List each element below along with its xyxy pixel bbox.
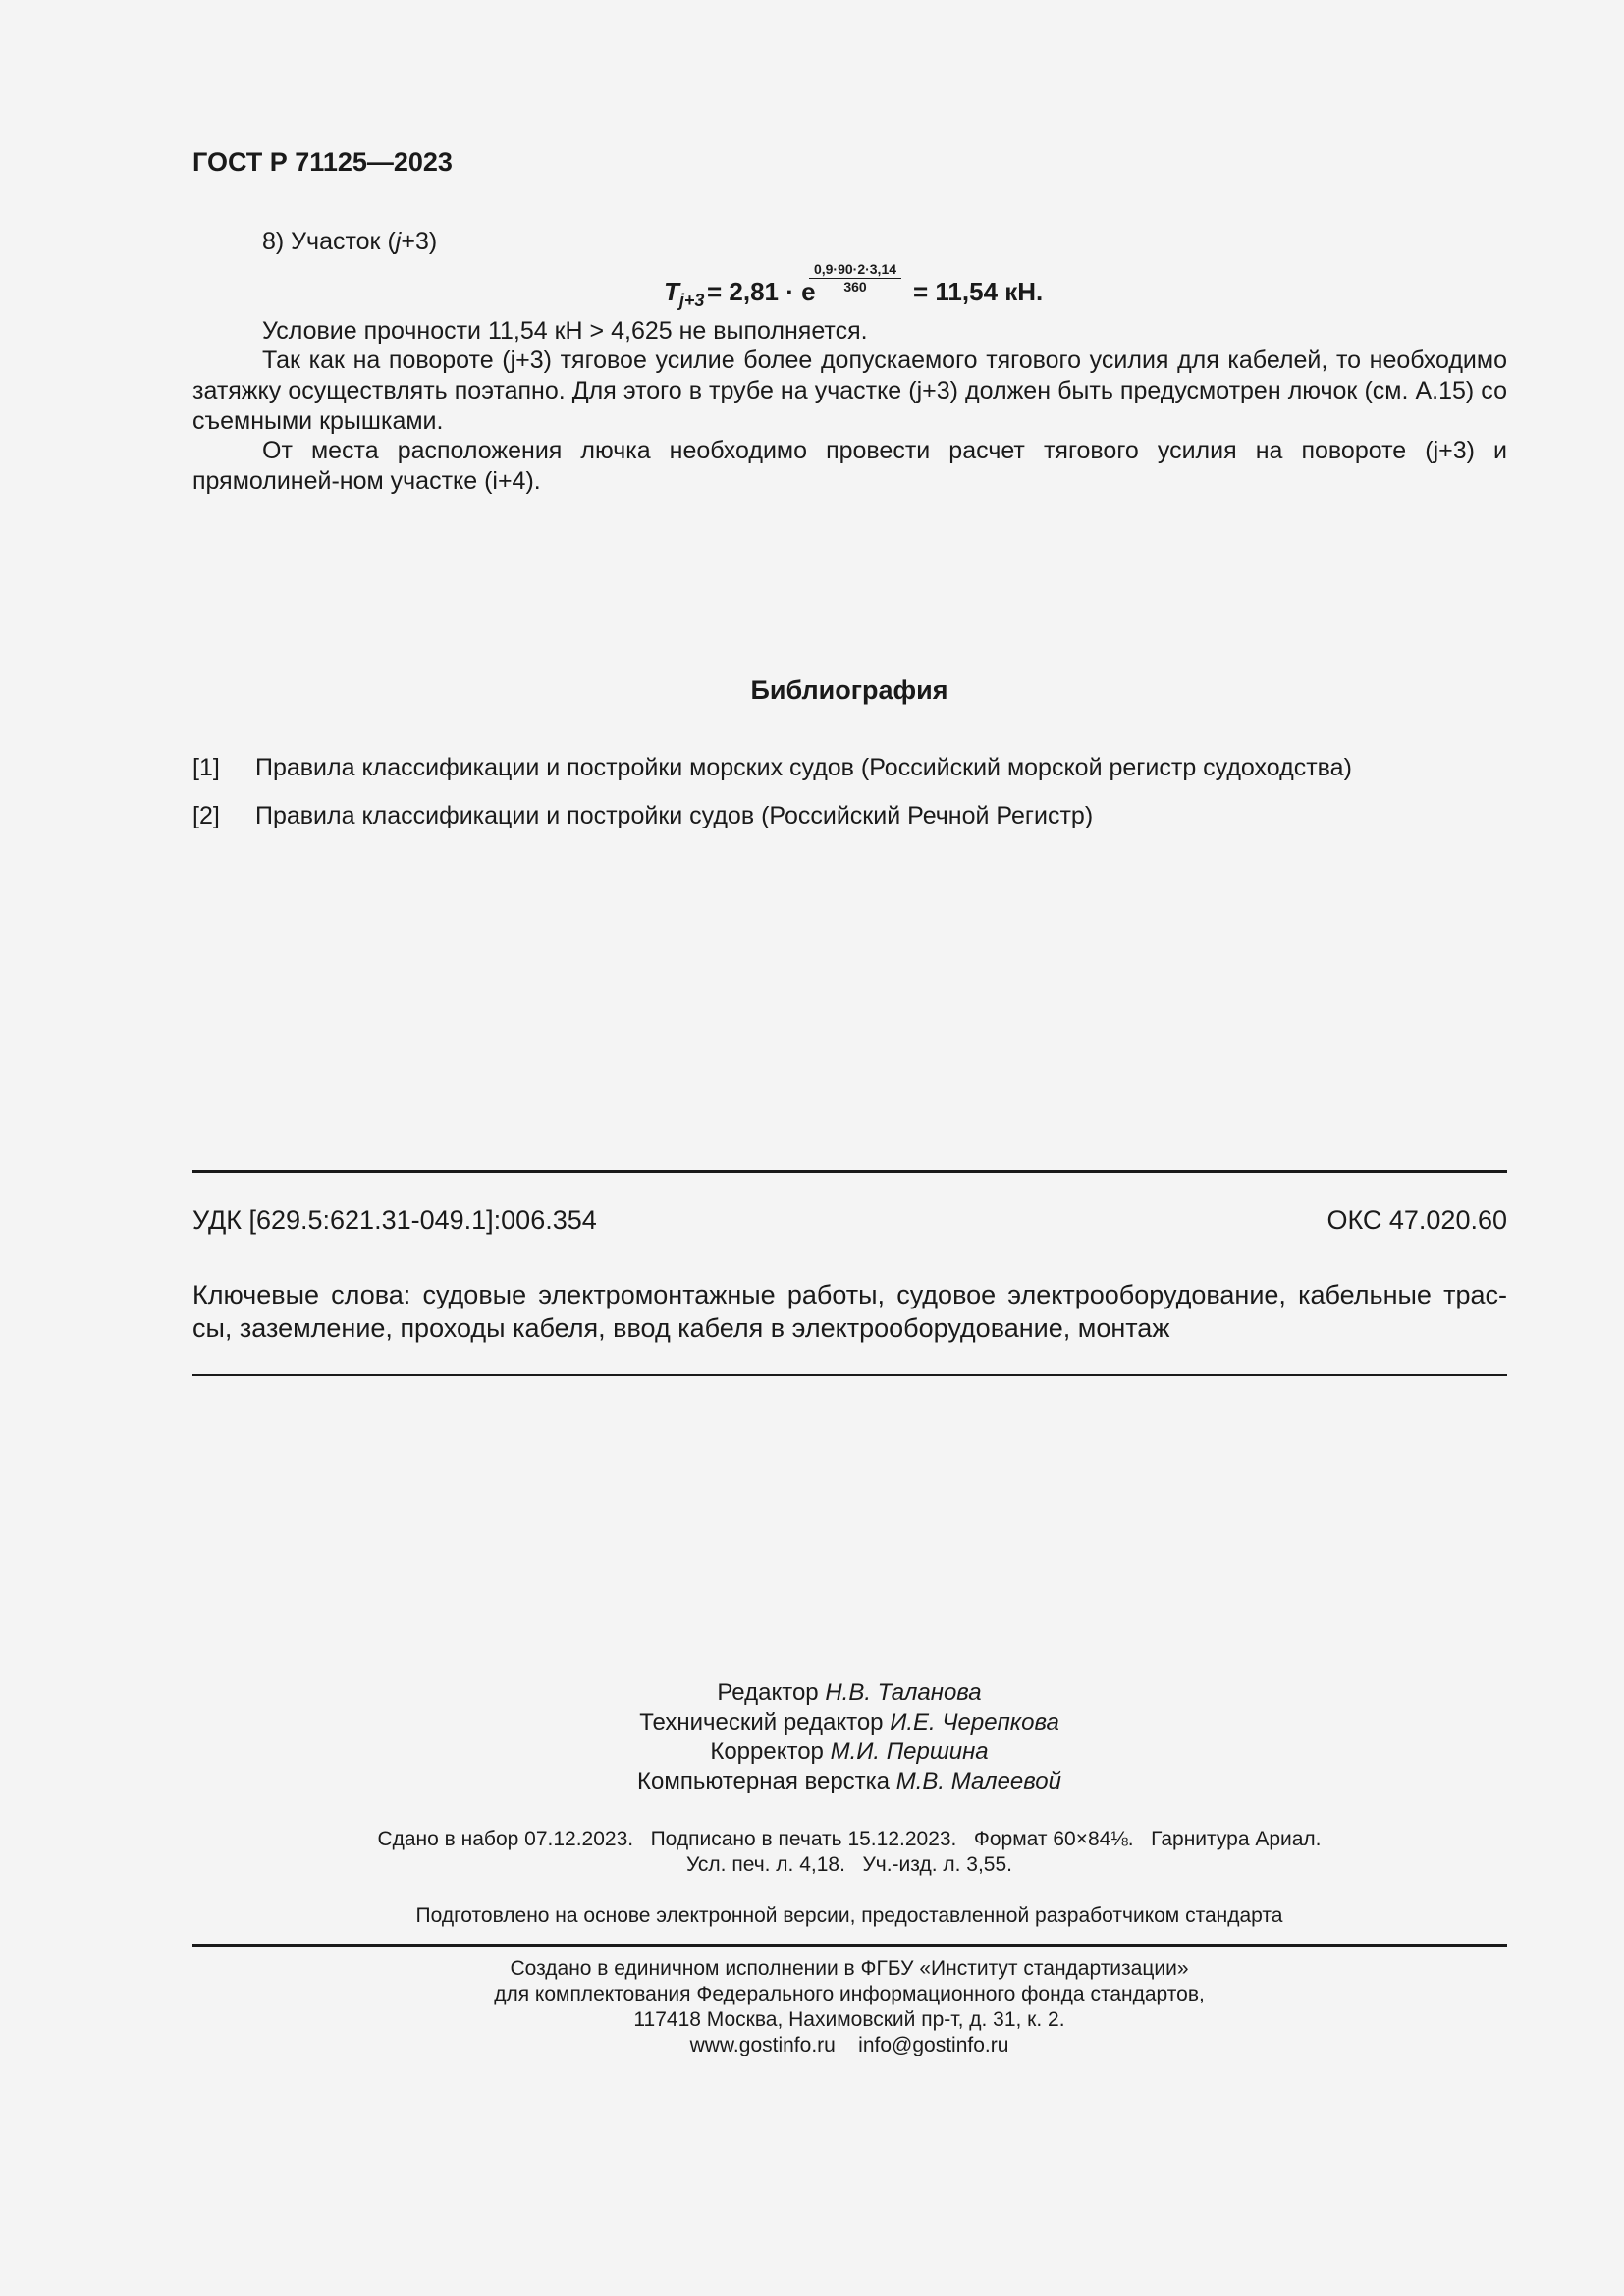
oks-code: ОКС 47.020.60 (1326, 1205, 1507, 1235)
imprint-line: Усл. печ. л. 4,18. Уч.-изд. л. 3,55. (685, 1853, 1012, 1876)
prepared-note: Подготовлено на основе электронной версии, предоставленной разработчиком стандарта (415, 1904, 1283, 1927)
item-heading: 8) Участок (j+3) (262, 228, 438, 255)
paragraph-strength: Условие прочности 11,54 кН > 4,625 не выполняется. (262, 317, 868, 345)
credits-layout: Компьютерная верстка М.В. Малеевой (637, 1768, 1061, 1794)
paragraph-pull-force: Так как на повороте (j+3) тяговое усилие более допускаемого тягового усилия для кабелей, то необходимо затяжку осуществлять поэтапно. Для этого в трубе на участке (j+3) должен быть предусмотрен лючок (см. А.15) со съемными крышками. (192, 347, 1507, 435)
credits-tech-editor: Технический редактор И.Е. Черепкова (639, 1709, 1059, 1735)
formula-variable: $T_{j+3}$ (664, 277, 705, 311)
footer-line: 117418 Москва, Нахимовский пр-т, д. 31, к. 2. (633, 2008, 1065, 2031)
bibliography-title: Библиография (750, 675, 948, 705)
divider (192, 1944, 1507, 1947)
formula-right: = 11,54 кН. (913, 277, 1044, 306)
udk-code: УДК [629.5:621.31-049.1]:006.354 (192, 1205, 597, 1235)
credits-corrector: Корректор М.И. Першина (710, 1738, 989, 1765)
footer-line: для комплектования Федерального информационного фонда стандартов, (494, 1983, 1205, 2005)
document-code: ГОСТ Р 71125—2023 (192, 147, 453, 177)
formula-exponent: $\frac{0,9\cdot 90\cdot 2\cdot 3,14}{360}$ (809, 261, 901, 294)
divider (192, 1170, 1507, 1173)
divider (192, 1374, 1507, 1376)
formula-left: = 2,81 · e (707, 277, 816, 306)
keywords: Ключевые слова: судовые электромонтажные работы, судовое электрооборудование, кабельные трас-сы, заземление, проходы кабеля, ввод кабеля в электрооборудование, монтаж (192, 1280, 1507, 1343)
footer-line: Создано в единичном исполнении в ФГБУ «Институт стандартизации» (510, 1957, 1189, 1980)
imprint-line: Сдано в набор 07.12.2023. Подписано в печать 15.12.2023. Формат 60×84⅛. Гарнитура Ариал. (377, 1828, 1322, 1850)
formula (0, 261, 1624, 310)
credits-editor: Редактор Н.В. Таланова (717, 1680, 982, 1706)
footer-contacts: www.gostinfo.ru info@gostinfo.ru (689, 2034, 1009, 2056)
paragraph-hatch: От места расположения лючка необходимо провести расчет тягового усилия на повороте (j+3) и прямолиней-ном участке (i+4). (192, 437, 1507, 495)
